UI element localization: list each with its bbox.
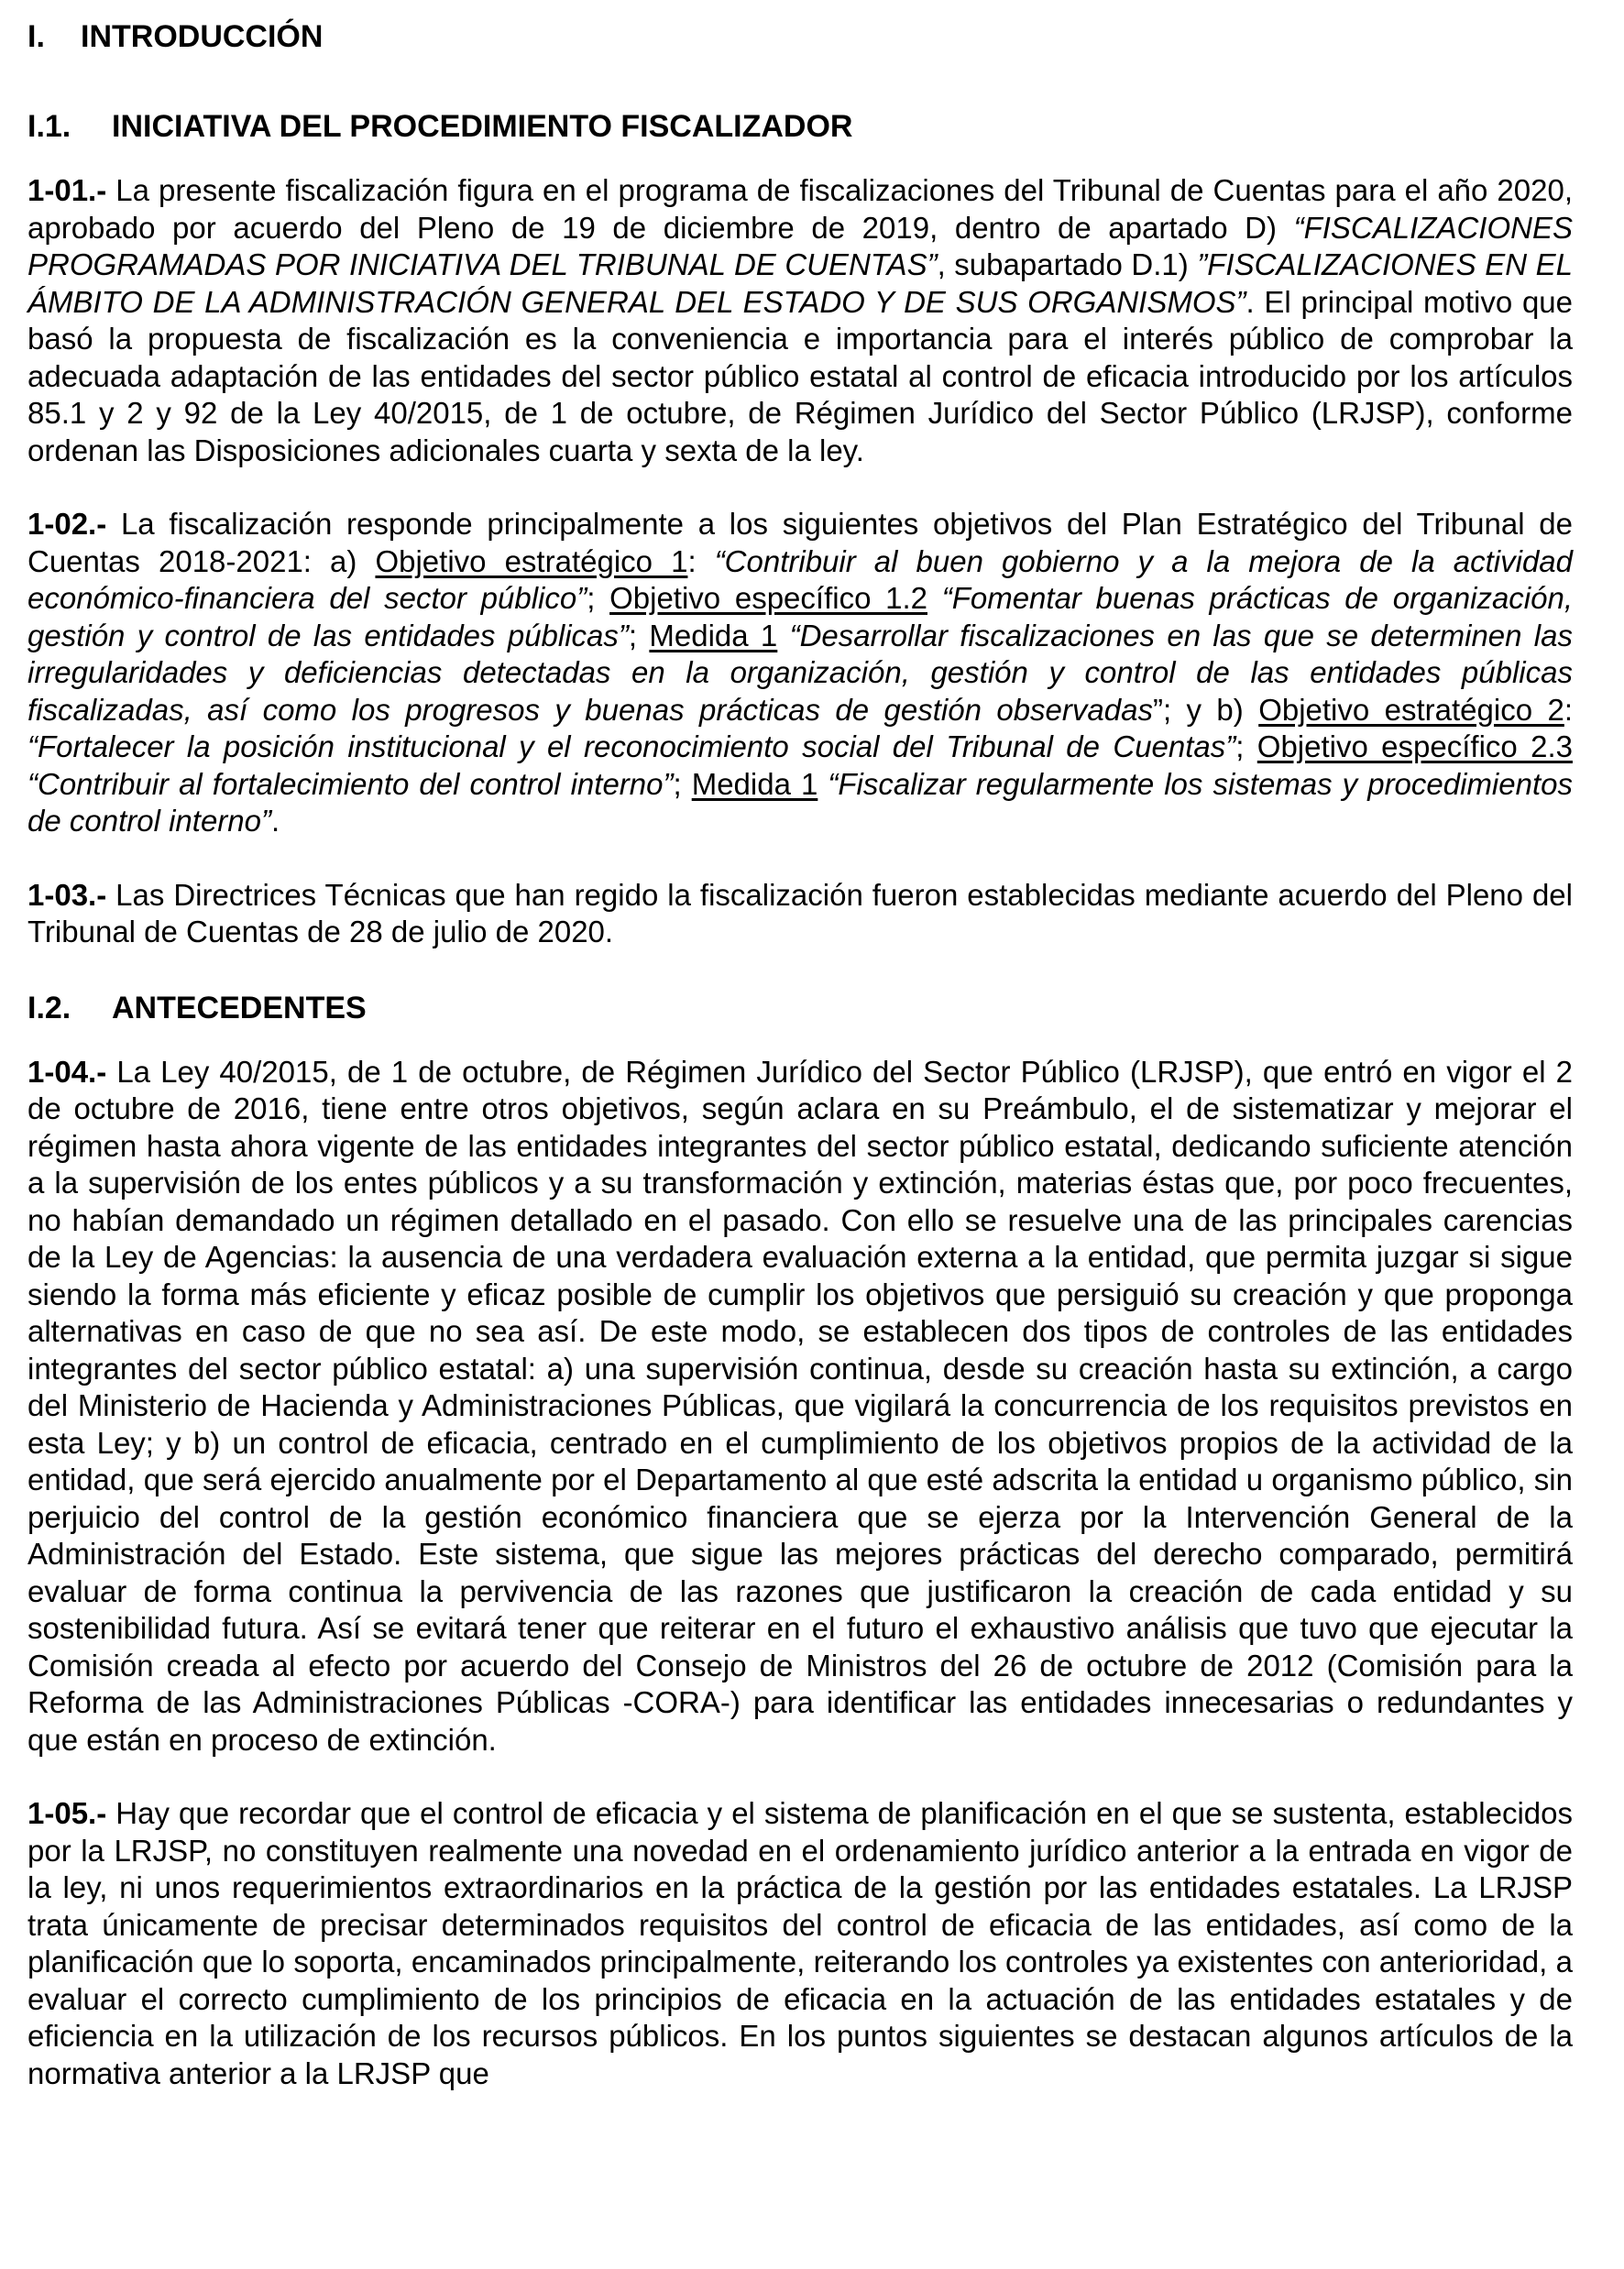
subsection-heading-1 — [27, 106, 1573, 147]
paragraph-1-02 — [27, 506, 1573, 840]
paragraph-1-03 — [27, 877, 1573, 951]
subsection-heading-2 — [27, 988, 1573, 1028]
italic-text: ”FISCALIZACIONES EN EL ÁMBITO DE LA ADMINISTRACIÓN GENERAL DEL ESTADO Y DE SUS ORGANISMOS” — [27, 247, 1573, 319]
text: ; — [587, 581, 610, 615]
text: ; — [673, 766, 692, 801]
text: Las Directrices Técnicas que han regido la fiscalización fueron establecidas mediante acuerdo del Pleno del Tribunal de Cuentas de 28 de julio de 2020. — [27, 877, 1573, 948]
text: ; — [1235, 729, 1257, 763]
text — [817, 767, 828, 801]
text: La fiscalización responde principalmente a los siguientes objetivos del Plan Estratégico del Tribunal de Cuentas 2018-2021: a) — [27, 507, 1573, 578]
paragraph-number: 1-02.- — [27, 507, 107, 541]
text: ; — [628, 618, 650, 652]
paragraph-1-01 — [27, 172, 1573, 469]
italic-text: “Fiscalizar regularmente los sistemas y procedimientos de control interno” — [27, 766, 1573, 838]
text: , subapartado D.1) — [937, 247, 1198, 281]
text: ”; y b) — [1152, 692, 1259, 727]
text: . — [270, 804, 280, 838]
text — [777, 619, 789, 652]
subsection-title: INICIATIVA DEL PROCEDIMIENTO FISCALIZADOR — [112, 109, 853, 144]
italic-text: “Fomentar buenas prácticas de organización, gestión y control de las entidades públicas” — [27, 581, 1573, 652]
text: : — [687, 543, 715, 578]
text — [927, 581, 942, 615]
underlined-text: Objetivo estratégico 1 — [375, 543, 688, 578]
paragraph-number: 1-03.- — [27, 877, 107, 912]
text: La Ley 40/2015, de 1 de octubre, de Régimen Jurídico del Sector Público (LRJSP), que entró en vigor el 2 de octubre de 2016, tiene entre otros objetivos, según aclara en su Preámbulo, el de sistematizar y mejorar el régimen hasta ahora vigente de las entidades integrantes del sector público estatal, dedicando suficiente atención a la supervisión de los entes públicos y a su transformación y extinción, materias éstas que, por poco frecuentes, no habían demandado un régimen detallado en el pasado. Con ello se resuelve una de las principales carencias de la Ley de Agencias: la ausencia de una verdadera evaluación externa a la entidad, que permita juzgar si sigue siendo la forma más eficiente y eficaz posible de cumplir los objetivos que persiguió su creación y que proponga alternativas en caso de que no sea así. De este modo, se establecen dos tipos de controles de las entidades integrantes del sector público estatal: a) una supervisión continua, desde su creación hasta su extinción, a cargo del Ministerio de Hacienda y Administraciones Públicas, que vigilará la concurrencia de los requisitos previstos en esta Ley; y b) un control de eficacia, centrado en el cumplimiento de los objetivos propios de la actividad de la entidad, que será ejercido anualmente por el Departamento al que esté adscrita la entidad u organismo público, sin perjuicio del control de la gestión económico financiera que se ejerza por la Intervención General de la Administración del Estado. Este sistema, que sigue las mejores prácticas del derecho comparado, permitirá evaluar de forma continua la pervivencia de las razones que justificaron la creación de cada entidad y su sostenibilidad futura. Así se evitará tener que reiterar en el futuro el exhaustivo análisis que tuvo que ejecutar la Comisión creada al efecto por acuerdo del Consejo de Ministros del 26 de octubre de 2012 (Comisión para la Reforma de las Administraciones Públicas -CORA-) para identificar las entidades innecesarias o redundantes y que están en proceso de extinción. — [27, 1054, 1573, 1757]
subsection-number: I.2. — [27, 990, 71, 1025]
document-page — [27, 16, 1573, 2129]
section-title: INTRODUCCIÓN — [81, 19, 324, 54]
italic-text: “Contribuir al fortalecimiento del control interno” — [27, 766, 674, 801]
paragraph-number: 1-05.- — [27, 1796, 107, 1830]
text: . El principal motivo que basó la propuesta de fiscalización es la conveniencia e importancia para el interés público de comprobar la adecuada adaptación de las entidades del sector público estatal al control de eficacia introducido por los artículos 85.1 y 2 y 92 de la Ley 40/2015, de 1 de octubre, de Régimen Jurídico del Sector Público (LRJSP), conforme ordenan las Disposiciones adicionales cuarta y sexta de la ley. — [27, 284, 1574, 467]
paragraph-1-05 — [27, 1795, 1573, 2092]
italic-text: “Desarrollar fiscalizaciones en las que se determinen las irregularidades y deficiencias detectadas en la organización, gestión y control de las entidades públicas fiscalizadas, así como los progresos y buenas prácticas de gestión observadas — [27, 618, 1573, 727]
subsection-number: I.1. — [27, 109, 71, 144]
underlined-text: Medida 1 — [649, 618, 778, 652]
subsection-title: ANTECEDENTES — [112, 990, 367, 1025]
underlined-text: Objetivo específico 2.3 — [1256, 729, 1573, 763]
text: La presente fiscalización figura en el programa de fiscalizaciones del Tribunal de Cuentas para el año 2020, aprobado por acuerdo del Pleno de 19 de diciembre de 2019, dentro de apartado D) — [27, 173, 1573, 245]
paragraph-number: 1-04.- — [27, 1054, 107, 1089]
underlined-text: Medida 1 — [691, 766, 818, 801]
italic-text: “Fortalecer la posición institucional y el reconocimiento social del Tribunal de Cuentas” — [27, 729, 1236, 763]
text: : — [1564, 692, 1573, 727]
paragraph-1-04 — [27, 1054, 1573, 1759]
italic-text: “FISCALIZACIONES PROGRAMADAS POR INICIATIVA DEL TRIBUNAL DE CUENTAS” — [27, 210, 1573, 281]
text: Hay que recordar que el control de eficacia y el sistema de planificación en el que se sustenta, establecidos por la LRJSP, no constituyen realmente una novedad en el ordenamiento jurídico anterior a la entrada en vigor de la ley, ni unos requerimientos extraordinarios en la práctica de la gestión por las entidades estatales. La LRJSP trata únicamente de precisar determinados requisitos del control de eficacia de las entidades, así como de la planificación que lo soporta, encaminados principalmente, reiterando los controles ya existentes con anterioridad, a evaluar el correcto cumplimiento de los principios de eficacia en la actuación de las entidades estatales y de eficiencia en la utilización de los recursos públicos. En los puntos siguientes se destacan algunos artículos de la normativa anterior a la LRJSP que — [27, 1796, 1573, 2090]
underlined-text: Objetivo específico 1.2 — [609, 581, 927, 615]
paragraph-number: 1-01.- — [27, 173, 107, 207]
section-number: I. — [27, 19, 45, 54]
section-heading — [27, 16, 1573, 57]
underlined-text: Objetivo estratégico 2 — [1258, 692, 1564, 727]
italic-text: “Contribuir al buen gobierno y a la mejora de la actividad económico-financiera del sector público” — [27, 543, 1574, 615]
